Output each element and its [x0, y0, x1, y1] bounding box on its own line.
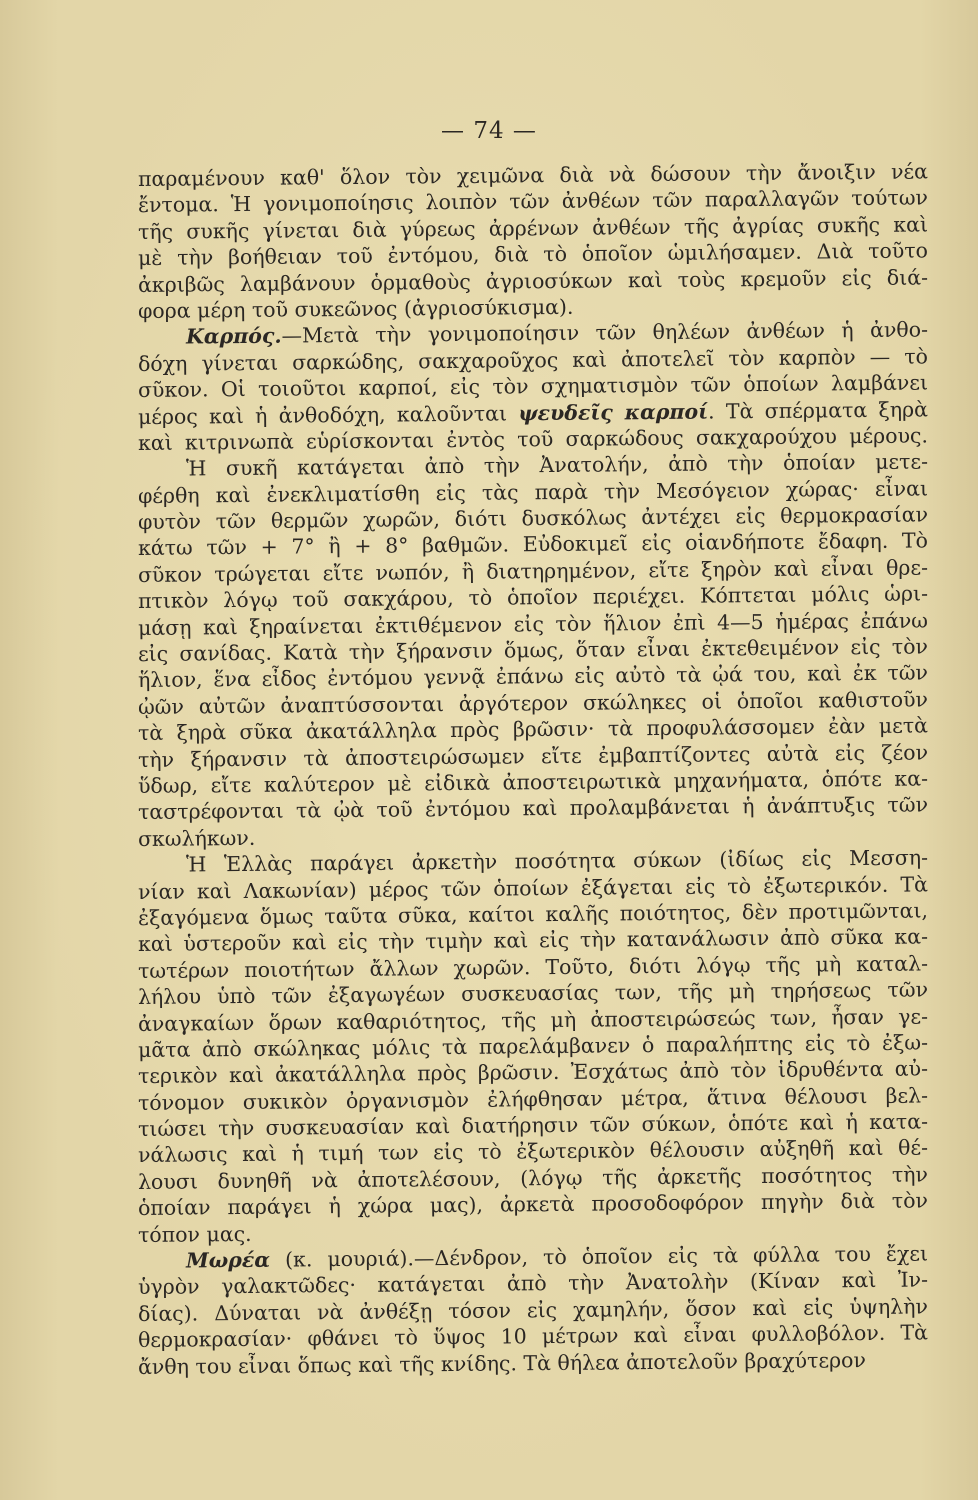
line-text: μᾶτα ἀπὸ σκώληκας μόλις τὰ παρελάμβανεν ὁ παραλήπτης εἰς τὸ ἐξω-	[137, 1030, 929, 1062]
body-text	[137, 159, 929, 1380]
line-text: ὑγρὸν γαλακτῶδες· κατάγεται ἀπὸ τὴν Ἀνατολὴν (Κίναν καὶ Ἰν-	[137, 1267, 929, 1300]
line-text: (κ. μουριά).—Δένδρον, τὸ ὁποῖον εἰς τὰ φύλλα του ἔχει	[269, 1241, 929, 1272]
line-text: τῆς συκῆς γίνεται διὰ γύρεως ἀρρένων ἀνθέων τῆς ἀγρίας συκῆς καὶ	[137, 212, 929, 244]
line-text: ταστρέφονται τὰ ᾠὰ τοῦ ἐντόμου καὶ προλαμβάνεται ἡ ἀνάπτυξις τῶν	[137, 792, 929, 825]
line-text: πτικὸν λόγῳ τοῦ σακχάρου, τὸ ὁποῖον περιέχει. Κόπτεται μόλις ὡρι-	[137, 581, 929, 614]
emphasized-term: ψευδεῖς καρποί	[518, 399, 709, 425]
line-text: παραμένουν καθ' ὅλον τὸν χειμῶνα διὰ νὰ δώσουν τὴν ἄνοιξιν νέα	[137, 159, 929, 191]
page-number: — 74 —	[441, 118, 537, 144]
line-text: μάσῃ καὶ ξηραίνεται ἐκτιθέμενον εἰς τὸν ἥλιον ἐπὶ 4—5 ἡμέρας ἐπάνω	[137, 608, 929, 640]
line-text: τωτέρων ποιοτήτων ἄλλων χωρῶν. Τοῦτο, διότι λόγῳ τῆς μὴ καταλ-	[137, 951, 929, 983]
line-text: . Τὰ σπέρματα ξηρὰ	[707, 396, 929, 424]
line-text: ἥλιον, ἕνα εἶδος ἐντόμου γεννᾷ ἐπάνω εἰς αὐτὸ τὰ ᾠά του, καὶ ἐκ τῶν	[137, 660, 929, 693]
line-text: δόχη γίνεται σαρκώδης, σακχαροῦχος καὶ ἀποτελεῖ τὸν καρπὸν — τὸ	[137, 344, 929, 376]
line-text: Ἡ Ἑλλὰς παράγει ἀρκετὴν ποσότητα σύκων (ἰδίως εἰς Μεσση-	[185, 845, 929, 877]
line-text: καὶ κιτρινωπὰ εὑρίσκονται ἐντὸς τοῦ σαρκώδους σακχαρούχου μέρους.	[137, 423, 929, 455]
line-text: ὁποίαν παράγει ἡ χώρα μας), ἀρκετὰ προσοδοφόρον πηγὴν διὰ τὸν	[137, 1188, 929, 1221]
line-text: δίας). Δύναται νὰ ἀνθέξῃ τόσον εἰς χαμηλήν, ὅσον καὶ εἰς ὑψηλὴν	[137, 1294, 929, 1326]
line-text: μὲ τὴν βοήθειαν τοῦ ἐντόμου, διὰ τὸ ὁποῖον ὡμιλήσαμεν. Διὰ τοῦτο	[137, 238, 929, 271]
line-text: εἰς σανίδας. Κατὰ τὴν ξήρανσιν ὅμως, ὅταν εἶναι ἐκτεθειμένον εἰς τὸν	[137, 634, 929, 667]
line-text: νάλωσις καὶ ἡ τιμή των εἰς τὸ ἐξωτερικὸν θέλουσιν αὐξηθῆ καὶ θέ-	[137, 1135, 929, 1168]
line-text: μέρος καὶ ἡ ἀνθοδόχη, καλοῦνται	[137, 400, 519, 429]
line-text: νίαν καὶ Λακωνίαν) μέρος τῶν ὁποίων ἐξάγεται εἰς τὸ ἐξωτερικόν. Τὰ	[137, 871, 929, 904]
line-text: σκωλήκων.	[137, 825, 256, 851]
line-text: τερικὸν καὶ ἀκατάλληλα πρὸς βρῶσιν. Ἐσχάτως ἀπὸ τὸν ἱδρυθέντα αὐ-	[137, 1056, 929, 1089]
line-text: τιώσει τὴν συσκευασίαν καὶ διατήρησιν τῶν σύκων, ὁπότε καὶ ἡ κατα-	[137, 1109, 929, 1142]
line-text: τὰ ξηρὰ σῦκα ἀκατάλληλα πρὸς βρῶσιν· τὰ προφυλάσσομεν ἐὰν μετὰ	[137, 713, 929, 746]
section-term: Μωρέα	[185, 1247, 271, 1273]
line-text: ἄνθη του εἶναι ὅπως καὶ τῆς κνίδης. Τὰ θήλεα ἀποτελοῦν βραχύτερον	[137, 1347, 867, 1379]
line-text: λουσι δυνηθῆ νὰ ἀποτελέσουν, (λόγῳ τῆς ἀρκετῆς ποσότητος τὴν	[137, 1162, 929, 1194]
line-text: ὕδωρ, εἴτε καλύτερον μὲ εἰδικὰ ἀποστειρωτικὰ μηχανήματα, ὁπότε κα-	[137, 766, 929, 798]
line-text: Ἡ συκῆ κατάγεται ἀπὸ τὴν Ἀνατολήν, ἀπὸ τὴν ὁποίαν μετε-	[185, 449, 929, 481]
line-text: φέρθη καὶ ἐνεκλιματίσθη εἰς τὰς παρὰ τὴν Μεσόγειον χώρας· εἶναι	[137, 476, 929, 508]
line-text: ἀναγκαίων ὅρων καθαριότητος, τῆς μὴ ἀποστειρώσεώς των, ἦσαν γε-	[137, 1003, 929, 1036]
line-text: τόνομον συκικὸν ὀργανισμὸν ἐλήφθησαν μέτρα, ἅτινα θέλουσι βελ-	[137, 1083, 929, 1115]
line-text: θερμοκρασίαν· φθάνει τὸ ὕψος 10 μέτρων καὶ εἶναι φυλλοβόλον. Τὰ	[137, 1320, 929, 1353]
line-text: λήλου ὑπὸ τῶν ἐξαγωγέων συσκευασίας των, τῆς μὴ τηρήσεως τῶν	[137, 977, 929, 1010]
line-text: τόπον μας.	[137, 1221, 252, 1247]
line-text: ἐξαγόμενα ὅμως ταῦτα σῦκα, καίτοι καλῆς ποιότητος, δὲν προτιμῶνται,	[137, 898, 929, 930]
line-text: κάτω τῶν + 7° ἢ + 8° βαθμῶν. Εὐδοκιμεῖ εἰς οἱανδήποτε ἔδαφη. Τὸ	[137, 528, 929, 561]
line-text: ἀκριβῶς λαμβάνουν ὁρμαθοὺς ἀγριοσύκων καὶ τοὺς κρεμοῦν εἰς διά-	[137, 264, 929, 297]
line-text: καὶ ὑστεροῦν καὶ εἰς τὴν τιμὴν καὶ εἰς τὴν κατανάλωσιν ἀπὸ σῦκα κα-	[137, 924, 929, 957]
line-text: ἔντομα. Ἡ γονιμοποίησις λοιπὸν τῶν ἀνθέων τῶν παραλλαγῶν τούτων	[137, 185, 929, 218]
section-term: Καρπός.	[185, 323, 282, 349]
line-text: σῦκον τρώγεται εἴτε νωπόν, ἢ διατηρημένον, εἴτε ξηρὸν καὶ εἶναι θρε-	[137, 555, 929, 587]
line-text: ᾠῶν αὐτῶν ἀναπτύσσονται ἀργότερον σκώληκες οἱ ὁποῖοι καθιστοῦν	[137, 687, 929, 719]
line-text: σῦκον. Οἱ τοιοῦτοι καρποί, εἰς τὸν σχηματισμὸν τῶν ὁποίων λαμβάνει	[137, 370, 929, 403]
line-text: τὴν ξήρανσιν τὰ ἀποστειρώσωμεν εἴτε ἐμβαπτίζοντες αὐτὰ εἰς ζέον	[137, 740, 929, 772]
line-text: φορα μέρη τοῦ συκεῶνος (ἀγριοσύκισμα).	[137, 294, 574, 323]
line-text: φυτὸν τῶν θερμῶν χωρῶν, διότι δυσκόλως ἀντέχει εἰς θερμοκρασίαν	[137, 502, 929, 535]
line-text: —Μετὰ τὴν γονιμοποίησιν τῶν θηλέων ἀνθέων ἡ ἀνθο-	[281, 317, 929, 348]
